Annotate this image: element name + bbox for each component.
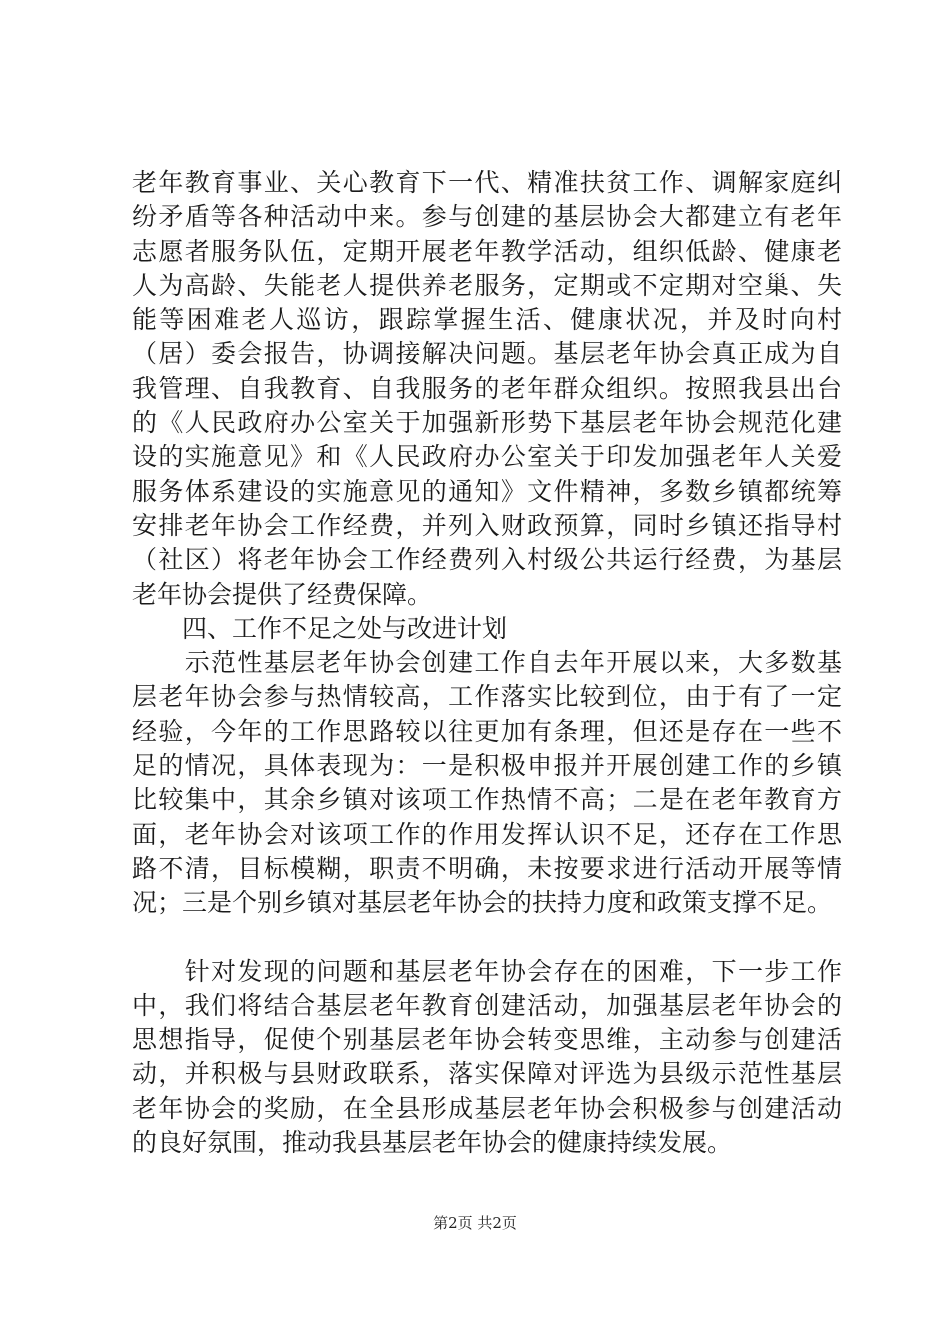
text-line: 足的情况，具体表现为：一是积极申报并开展创建工作的乡镇 xyxy=(132,751,842,781)
text-line: 能等困难老人巡访，跟踪掌握生活、健康状况，并及时向村 xyxy=(132,305,842,335)
text-line: 路不清，目标模糊，职责不明确，未按要求进行活动开展等情 xyxy=(132,853,842,883)
document-body xyxy=(132,166,842,1160)
text-line: 老年协会提供了经费保障。 xyxy=(132,579,433,609)
text-line: 老年协会的奖励，在全县形成基层老年协会积极参与创建活动 xyxy=(132,1093,842,1123)
section-heading: 四、工作不足之处与改进计划 xyxy=(132,613,508,643)
text-line: 服务体系建设的实施意见的通知》文件精神，多数乡镇都统筹 xyxy=(132,476,842,506)
text-line: 中，我们将结合基层老年教育创建活动，加强基层老年协会的 xyxy=(132,990,842,1020)
text-line: 的《人民政府办公室关于加强新形势下基层老年协会规范化建 xyxy=(132,408,842,438)
text-line: 动，并积极与县财政联系，落实保障对评选为县级示范性基层 xyxy=(132,1059,842,1089)
text-line: 层老年协会参与热情较高，工作落实比较到位，由于有了一定 xyxy=(132,682,842,712)
text-line: （社区）将老年协会工作经费列入村级公共运行经费，为基层 xyxy=(132,545,842,575)
text-line: 针对发现的问题和基层老年协会存在的困难，下一步工作 xyxy=(132,956,842,986)
paragraph-2 xyxy=(132,646,842,920)
paragraph-1 xyxy=(132,166,842,612)
page-number-footer: 第2页 共2页 xyxy=(433,1214,517,1232)
text-line: 设的实施意见》和《人民政府办公室关于印发加强老年人关爱 xyxy=(132,442,842,472)
text-line: 我管理、自我教育、自我服务的老年群众组织。按照我县出台 xyxy=(132,373,842,403)
text-line: 况；三是个别乡镇对基层老年协会的扶持力度和政策支撑不足。 xyxy=(132,888,833,918)
text-line: 老年教育事业、关心教育下一代、精准扶贫工作、调解家庭纠 xyxy=(132,168,842,197)
text-line: 示范性基层老年协会创建工作自去年开展以来，大多数基 xyxy=(132,648,842,678)
text-line: 比较集中，其余乡镇对该项工作热情不高；二是在老年教育方 xyxy=(132,785,842,815)
text-line: 思想指导，促使个别基层老年协会转变思维，主动参与创建活 xyxy=(132,1025,842,1055)
text-line: 安排老年协会工作经费，并列入财政预算，同时乡镇还指导村 xyxy=(132,510,842,540)
text-line: 纷矛盾等各种活动中来。参与创建的基层协会大都建立有老年 xyxy=(132,202,842,232)
paragraph-3 xyxy=(132,955,842,1161)
paragraph-spacer xyxy=(132,921,842,955)
text-line: 的良好氛围，推动我县基层老年协会的健康持续发展。 xyxy=(132,1128,733,1158)
text-line: 面，老年协会对该项工作的作用发挥认识不足，还存在工作思 xyxy=(132,819,842,849)
text-line: （居）委会报告，协调接解决问题。基层老年协会真正成为自 xyxy=(132,339,842,369)
text-line: 人为高龄、失能老人提供养老服务，定期或不定期对空巢、失 xyxy=(132,270,842,300)
text-line: 经验，今年的工作思路较以往更加有条理，但还是存在一些不 xyxy=(132,716,842,746)
text-line: 志愿者服务队伍，定期开展老年教学活动，组织低龄、健康老 xyxy=(132,236,842,266)
